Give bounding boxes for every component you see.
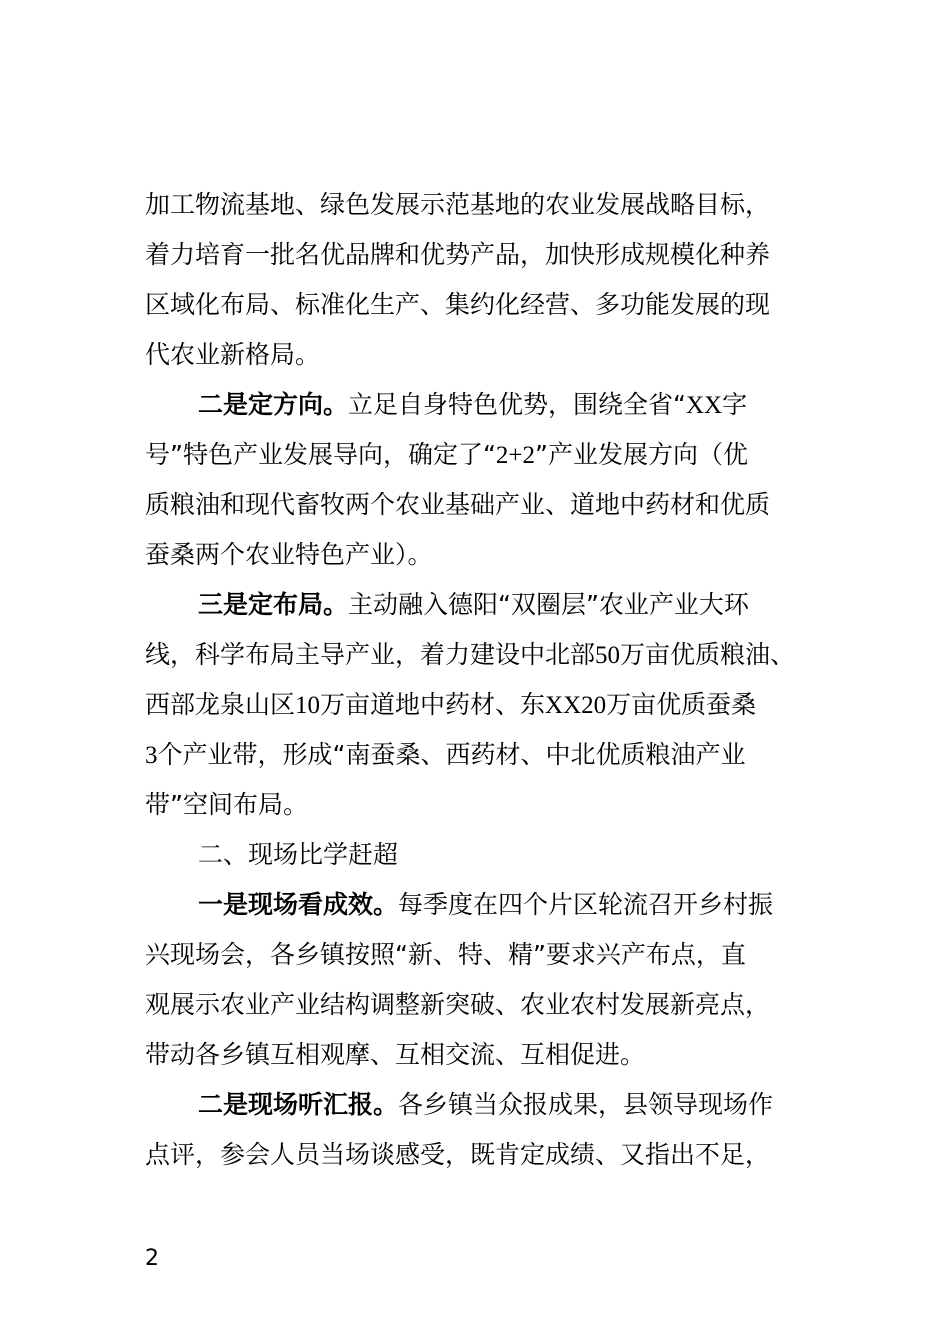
paragraph-line (145, 680, 809, 730)
text-run: 个产业带，形成“南蚕桑、西药材、中北优质粮油产业 (157, 740, 746, 769)
text-run: 50 (595, 642, 621, 669)
body-text (145, 180, 809, 1180)
text-run: 万亩优质蚕桑 (606, 690, 757, 719)
paragraph-line: 蚕桑两个农业特色产业）。 (145, 540, 433, 569)
paragraph-line (145, 1080, 809, 1130)
text-run: 每季度在四个片区轮流召开乡村振 (398, 890, 774, 919)
paragraph-line (145, 730, 809, 780)
text-run: 立足自身特色优势，围绕全省“ (348, 390, 686, 419)
paragraph-line (145, 880, 809, 930)
paragraph-line (145, 430, 809, 480)
text-run: 字 (722, 390, 748, 419)
text-run: 万亩道地中药材、东 (320, 690, 546, 719)
paragraph-line: 观展示农业产业结构调整新突破、农业农村发展新亮点， (145, 990, 771, 1019)
paragraph-line: 代农业新格局。 (145, 340, 321, 369)
paragraph-line (145, 380, 809, 430)
paragraph-line (145, 630, 809, 680)
text-run: ”产业发展方向（优 (535, 440, 748, 469)
text-run: 3 (145, 742, 158, 769)
text-run: 号”特色产业发展导向，确定了“ (145, 440, 496, 469)
text-run: 各乡镇当众报成果，县领导现场作 (398, 1090, 774, 1119)
paragraph-line (145, 580, 809, 630)
paragraph-line: 带”空间布局。 (145, 790, 308, 819)
paragraph-heading: 二是现场听汇报。 (198, 1090, 399, 1119)
text-run: 10 (295, 692, 321, 719)
text-run: 西部龙泉山区 (145, 690, 296, 719)
paragraph-heading: 三是定布局。 (198, 590, 349, 619)
paragraph-heading: 二是定方向。 (198, 390, 349, 419)
paragraph-line: 兴现场会，各乡镇按照“新、特、精”要求兴产布点，直 (145, 940, 746, 969)
paragraph-line: 带动各乡镇互相观摩、互相交流、互相促进。 (145, 1040, 646, 1069)
paragraph-line: 区域化布局、标准化生产、集约化经营、多功能发展的现 (145, 290, 771, 319)
paragraph-heading: 一是现场看成效。 (198, 890, 399, 919)
page-number: 2 (145, 1246, 159, 1271)
text-run: 线，科学布局主导产业，着力建设中北部 (145, 640, 596, 669)
text-run: XX (685, 392, 723, 419)
text-run: 主动融入德阳“双圈层”农业产业大环 (348, 590, 749, 619)
text-run: XX20 (545, 692, 607, 719)
section-heading: 二、现场比学赶超 (198, 840, 399, 869)
paragraph-line: 质粮油和现代畜牧两个农业基础产业、道地中药材和优质 (145, 490, 771, 519)
paragraph-line: 加工物流基地、绿色发展示范基地的农业发展战略目标， (145, 190, 771, 219)
paragraph-line: 着力培育一批名优品牌和优势产品，加快形成规模化种养 (145, 240, 771, 269)
text-run: 万亩优质粮油、 (620, 640, 796, 669)
text-run: 2+2 (495, 442, 536, 469)
paragraph-line: 点评，参会人员当场谈感受，既肯定成绩、又指出不足， (145, 1140, 771, 1169)
